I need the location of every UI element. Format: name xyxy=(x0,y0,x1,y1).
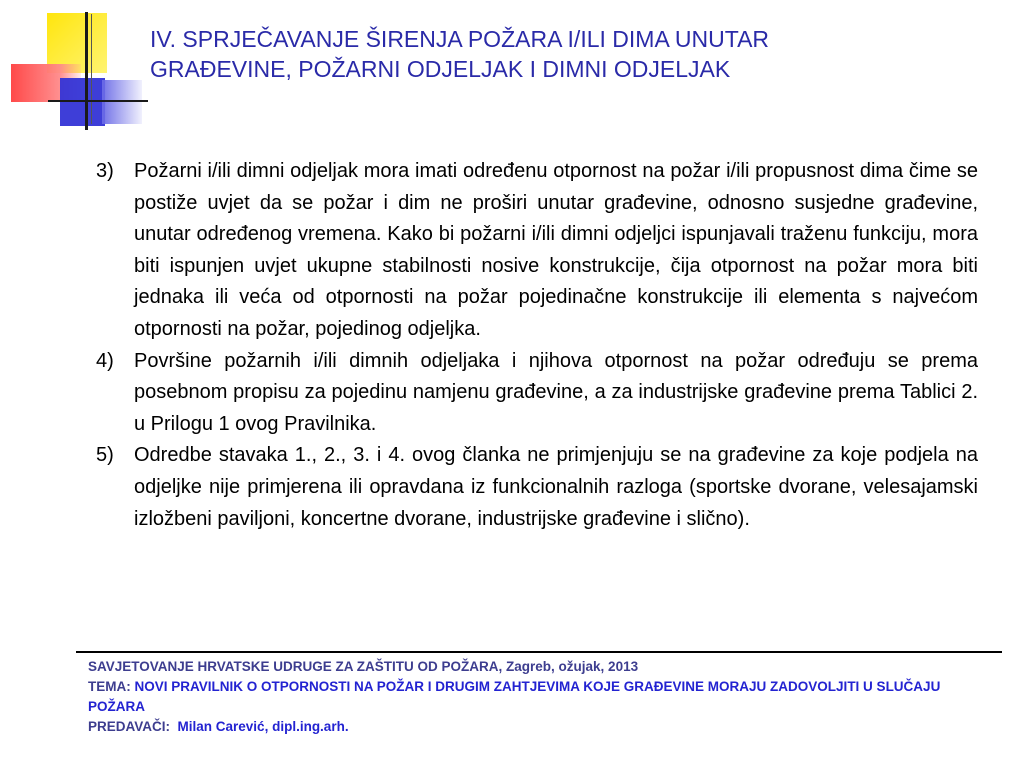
item-text: Površine požarnih i/ili dimnih odjeljaka i njihova otpornost na požar određuju se prema posebnom propisu za pojedinu namjenu građevine, a za industrijske građevine prema Tablici 2. u Prilogu 1 ovog Pravilnika. xyxy=(134,349,978,435)
list-item xyxy=(96,346,978,441)
item-text: Odredbe stavaka 1., 2., 3. i 4. ovog članka ne primjenjuju se na građevine za koje podjela na odjeljke nije primjerena ili opravdana iz funkcionalnih razloga (sportske dvorane, velesajamski izložbeni paviljoni, koncertne dvorane, industrijske građevine i slično). xyxy=(134,444,978,530)
item-number: 5) xyxy=(96,444,114,467)
item-text: Požarni i/ili dimni odjeljak mora imati određenu otpornost na požar i/ili propusnost dima čime se postiže uvjet da se požar i dim ne proširi unutar građevine, odnosno susjedne građevine, unutar određenog vremena. Kako bi požarni i/ili dimni odjeljci ispunjavali traženu funkciju, mora biti ispunjen uvjet ukupne stabilnosti nosive konstrukcije, čija otpornost na požar mora biti jednaka ili veća od otpornosti na požar pojedinačne konstrukcije ili elementa s najvećom otpornosti na požar, pojedinog odjeljka. xyxy=(134,160,978,340)
list-item xyxy=(96,156,978,346)
footer-conference: SAVJETOVANJE HRVATSKE UDRUGE ZA ZAŠTITU OD POŽARA, Zagreb, ožujak, 2013 xyxy=(88,659,639,674)
slide-footer xyxy=(88,657,998,737)
footer-topic-value: NOVI PRAVILNIK O OTPORNOSTI NA POŽAR I DRUGIM ZAHTJEVIMA KOJE GRAĐEVINE MORAJU ZADOVOLJITI U SLUČAJU POŽARA xyxy=(88,679,941,714)
logo-blue-square xyxy=(60,78,105,126)
logo-vertical-line-thin xyxy=(91,14,92,124)
footer-topic-label: TEMA: xyxy=(88,679,131,694)
slide-title xyxy=(150,24,950,84)
article-paragraphs xyxy=(96,156,978,535)
list-item xyxy=(96,440,978,535)
item-number: 4) xyxy=(96,349,114,372)
footer-topic xyxy=(88,677,998,717)
slide-title-line-2: GRAĐEVINE, POŽARNI ODJELJAK I DIMNI ODJELJAK xyxy=(150,56,731,82)
footer-presenters-value: Milan Carević, dipl.ing.arh. xyxy=(177,719,349,734)
footer-divider xyxy=(76,651,1002,653)
footer-presenters-label: PREDAVAČI: xyxy=(88,719,171,734)
logo-vertical-line xyxy=(85,12,88,130)
logo-blue-fade xyxy=(102,80,142,124)
footer-presenters xyxy=(88,717,998,737)
item-number: 3) xyxy=(96,160,114,182)
decorative-logo xyxy=(0,0,150,140)
logo-horizontal-line xyxy=(48,100,148,102)
slide-title-line-1: IV. SPRJEČAVANJE ŠIRENJA POŽARA I/ILI DIMA UNUTAR xyxy=(150,26,770,52)
